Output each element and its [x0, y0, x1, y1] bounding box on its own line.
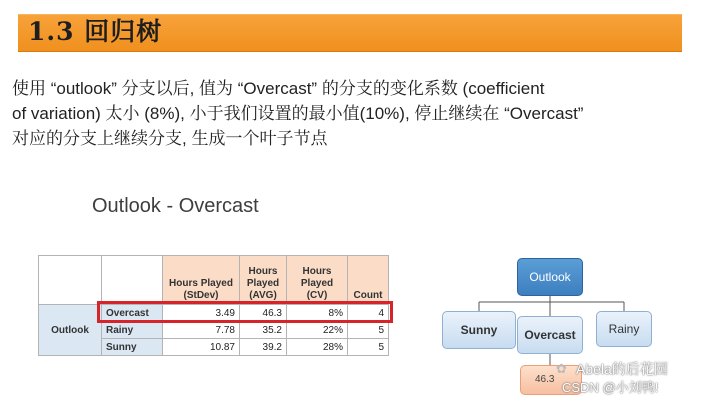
slide-title: 1.3 回归树	[28, 17, 163, 46]
table-subtitle: Outlook - Overcast	[92, 195, 259, 217]
count-cell: 4	[348, 305, 389, 322]
tree-leaf-node: 46.3	[520, 365, 582, 395]
watermark-text: Abela的后花园	[576, 361, 668, 377]
column-header: Hours Played (CV)	[287, 256, 348, 305]
paragraph-line: of variation) 太小 (8%), 小于我们设置的最小值(10%), 停止继续在 “Overcast”	[12, 104, 584, 123]
tree-node-sunny: Sunny	[442, 311, 516, 349]
column-header: Hours Played (AVG)	[240, 256, 287, 305]
paragraph-line: 使用 “outlook” 分支以后, 值为 “Overcast” 的分支的变化系数 (coefficient	[12, 79, 545, 98]
tree-node-rainy: Rainy	[596, 311, 652, 347]
row-label: Sunny	[102, 339, 163, 356]
avg-cell: 35.2	[240, 322, 287, 339]
cv-cell: 8%	[287, 305, 348, 322]
wechat-icon: ✿	[556, 361, 567, 376]
avg-cell: 39.2	[240, 339, 287, 356]
count-cell: 5	[348, 322, 389, 339]
group-label: Outlook	[39, 305, 102, 356]
watermark-text: CSDN @小刘鸭!	[562, 380, 659, 395]
column-header: Count	[348, 256, 389, 305]
cv-cell: 28%	[287, 339, 348, 356]
cv-cell: 22%	[287, 322, 348, 339]
stdev-cell: 3.49	[163, 305, 240, 322]
row-label: Overcast	[102, 305, 163, 322]
stdev-cell: 7.78	[163, 322, 240, 339]
stdev-cell: 10.87	[163, 339, 240, 356]
count-cell: 5	[348, 339, 389, 356]
tree-root-node: Outlook	[517, 258, 583, 296]
tree-node-overcast: Overcast	[517, 316, 583, 354]
row-label: Rainy	[102, 322, 163, 339]
column-header: Hours Played (StDev)	[163, 256, 240, 305]
paragraph-line: 对应的分支上继续分支, 生成一个叶子节点	[12, 129, 328, 148]
avg-cell: 46.3	[240, 305, 287, 322]
